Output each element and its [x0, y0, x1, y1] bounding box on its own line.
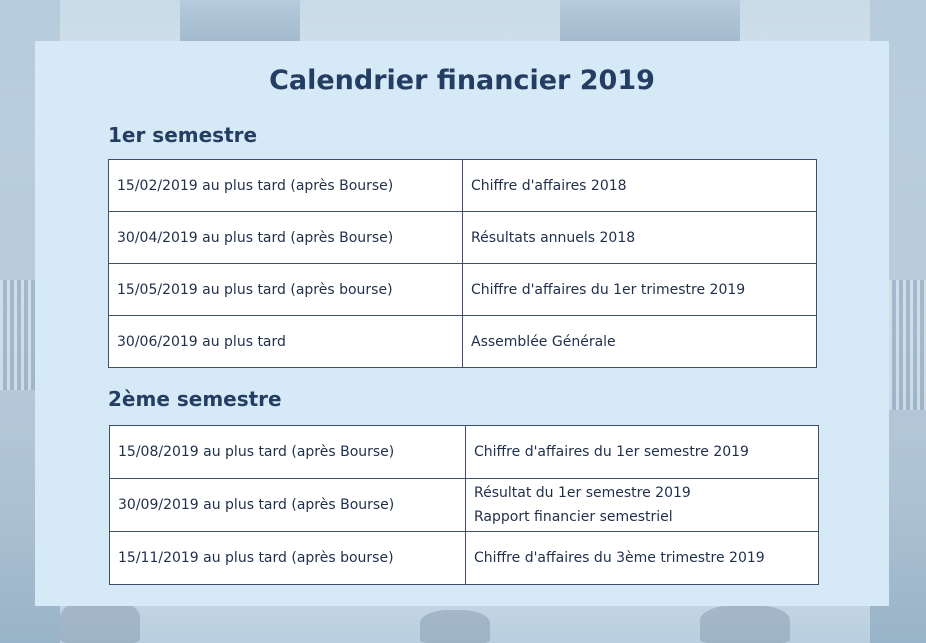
table-row — [110, 532, 819, 585]
date-cell: 30/04/2019 au plus tard (après Bourse) — [109, 212, 463, 264]
table-row — [109, 264, 817, 316]
table-row — [110, 479, 819, 532]
date-cell: 15/02/2019 au plus tard (après Bourse) — [109, 160, 463, 212]
event-cell: Chiffre d'affaires du 1er trimestre 2019 — [463, 264, 817, 316]
table-row — [109, 212, 817, 264]
date-cell: 15/11/2019 au plus tard (après bourse) — [110, 532, 466, 585]
date-cell: 30/09/2019 au plus tard (après Bourse) — [110, 479, 466, 532]
date-cell: 30/06/2019 au plus tard — [109, 316, 463, 368]
section-heading-semester-1: 1er semestre — [108, 123, 258, 147]
calendar-panel — [35, 41, 889, 606]
semester-2-table — [109, 425, 819, 585]
event-cell: Chiffre d'affaires du 1er semestre 2019 — [466, 426, 819, 479]
event-cell: Assemblée Générale — [463, 316, 817, 368]
event-line: Rapport financier semestriel — [474, 509, 673, 525]
section-heading-semester-2: 2ème semestre — [108, 387, 282, 411]
event-cell: Chiffre d'affaires du 3ème trimestre 2019 — [466, 532, 819, 585]
event-cell — [466, 479, 819, 532]
table-row — [109, 316, 817, 368]
date-cell: 15/05/2019 au plus tard (après bourse) — [109, 264, 463, 316]
event-cell: Chiffre d'affaires 2018 — [463, 160, 817, 212]
table-row — [109, 160, 817, 212]
date-cell: 15/08/2019 au plus tard (après Bourse) — [110, 426, 466, 479]
event-cell: Résultats annuels 2018 — [463, 212, 817, 264]
event-line: Résultat du 1er semestre 2019 — [474, 485, 691, 501]
table-row — [110, 426, 819, 479]
page-title: Calendrier financier 2019 — [269, 65, 655, 96]
semester-1-table — [108, 159, 817, 368]
